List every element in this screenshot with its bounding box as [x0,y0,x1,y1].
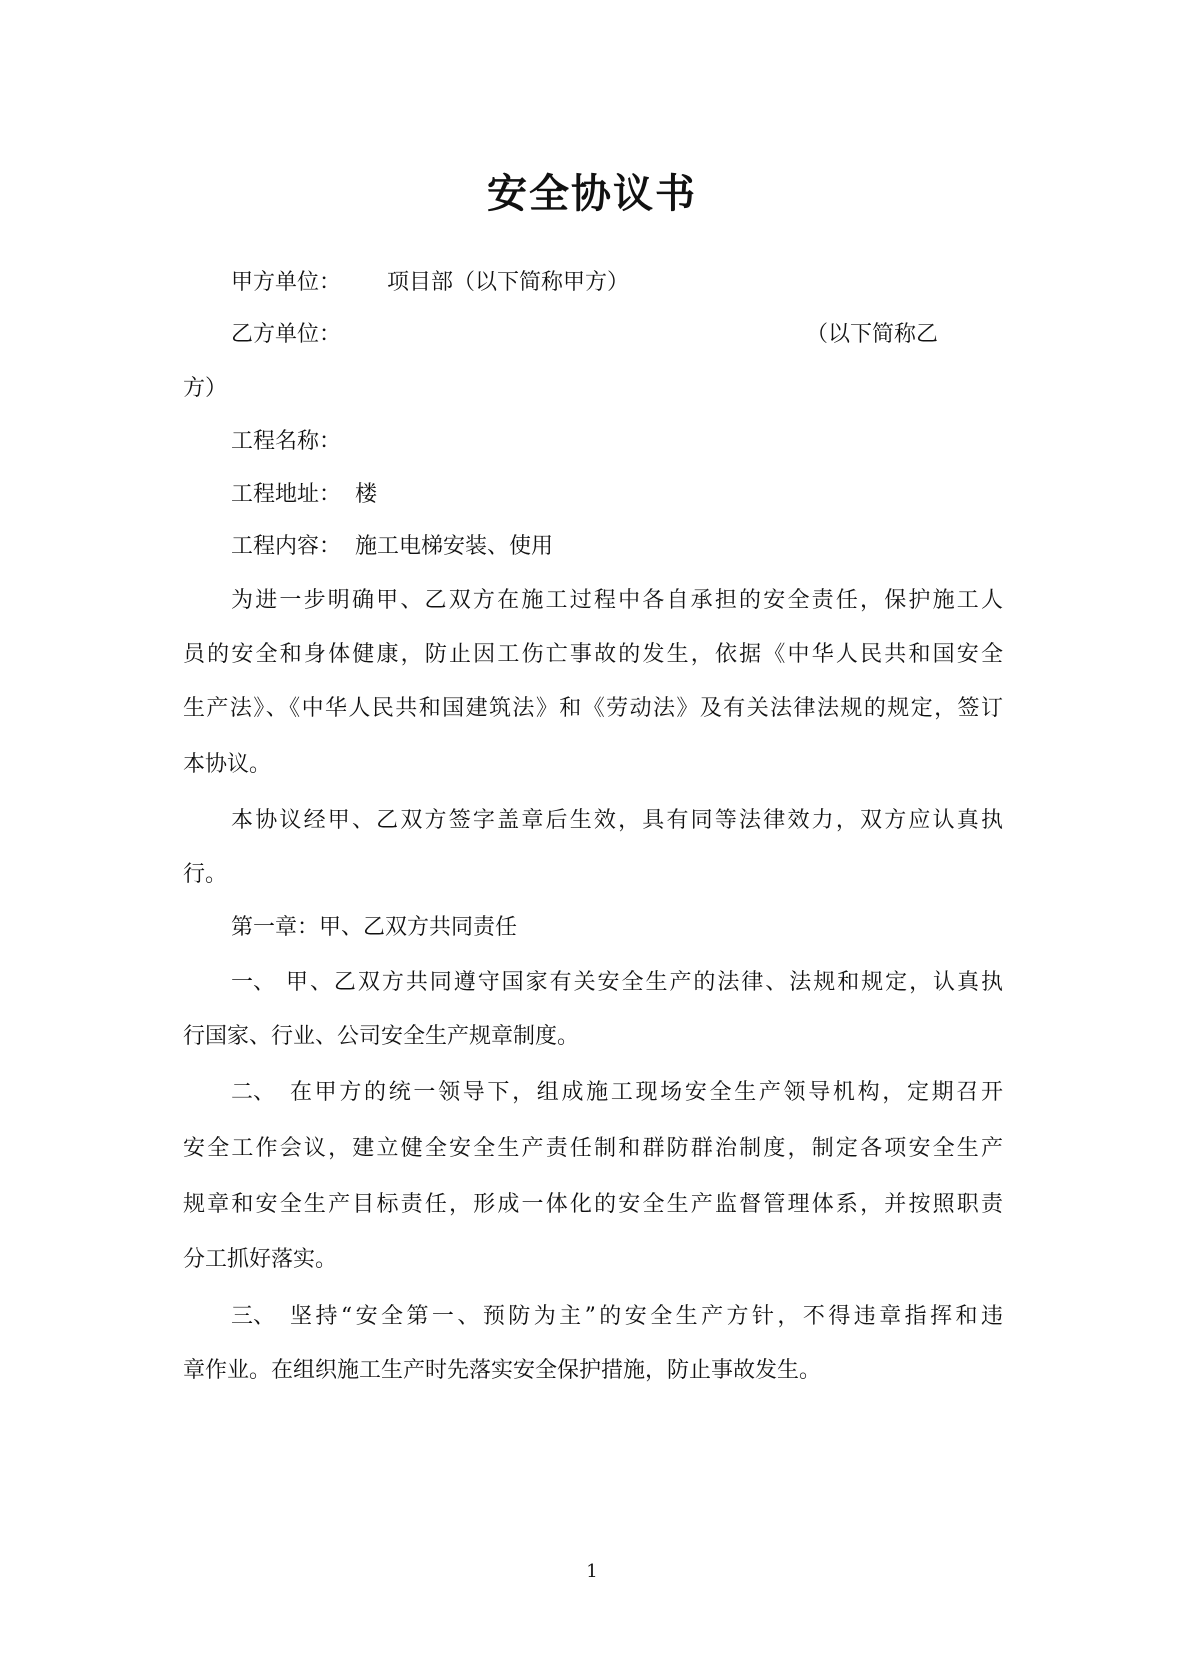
item-text: 在甲方的统一领导下，组成施工现场安全生产领导机构，定期召开 [290,1080,1003,1105]
item-number: 一、 [231,970,276,995]
party-a-label: 甲方单位： [231,270,342,295]
item-text: 安全工作会议，建立健全安全生产责任制和群防群治制度，制定各项安全生产 [183,1136,1003,1161]
party-a-value: 项目部（以下简称甲方） [387,270,630,295]
party-b-label: 乙方单位： [231,322,342,347]
item-text: 分工抓好落实。 [183,1247,338,1272]
party-b-continuation: 方） [183,376,228,401]
effect-line: 本协议经甲、乙双方签字盖章后生效，具有同等法律效力，双方应认真执 [231,808,1003,833]
page-title: 安全协议书 [487,170,697,217]
effect-line: 行。 [183,862,228,887]
project-address-line [231,480,377,510]
intro-line: 生产法》、《中华人民共和国建筑法》和《劳动法》及有关法律法规的规定，签订 [183,696,1003,721]
chapter-heading: 第一章：甲、乙双方共同责任 [231,915,518,940]
item-text: 规章和安全生产目标责任，形成一体化的安全生产监督管理体系，并按照职责 [183,1192,1003,1217]
intro-line: 为进一步明确甲、乙双方在施工过程中各自承担的安全责任，保护施工人 [231,588,1003,613]
party-b-suffix: （以下简称乙 [806,322,939,347]
project-content-line [231,532,553,562]
intro-line: 员的安全和身体健康，防止因工伤亡事故的发生，依据《中华人民共和国安全 [183,642,1003,667]
project-address-value: 楼 [355,482,378,507]
item-text: 行国家、行业、公司安全生产规章制度。 [183,1024,580,1049]
item-number: 三、 [231,1304,276,1329]
item-number: 二、 [231,1080,276,1105]
item-text: 甲、乙双方共同遵守国家有关安全生产的法律、法规和规定，认真执 [286,970,1003,995]
item-text: 章作业。在组织施工生产时先落实安全保护措施，防止事故发生。 [183,1358,822,1383]
project-address-label: 工程地址： [231,482,342,507]
intro-line: 本协议。 [183,752,272,777]
project-content-label: 工程内容： [231,534,342,559]
item-text: 坚持“安全第一、预防为主”的安全生产方针，不得违章指挥和违 [290,1304,1003,1329]
project-name-label: 工程名称： [231,429,342,454]
project-content-value: 施工电梯安装、使用 [355,534,554,559]
page-number: 1 [586,1561,598,1582]
party-a-line [231,268,629,298]
